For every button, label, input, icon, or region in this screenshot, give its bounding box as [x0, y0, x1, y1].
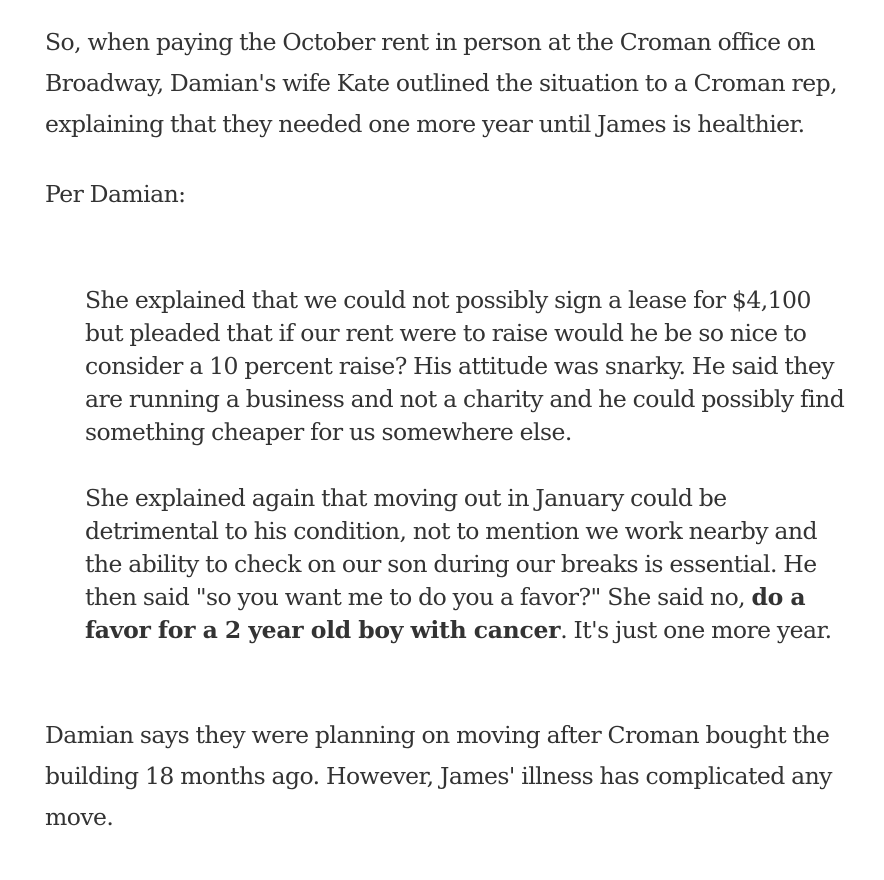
quote-bold-emphasis: do a favor for a 2 year old boy with cancer — [85, 583, 806, 644]
quote-paragraph-2 — [85, 482, 845, 647]
blockquote — [85, 284, 845, 647]
quote-paragraph-1: She explained that we could not possibly sign a lease for $4,100 but pleaded that if our rent were to raise would he be so nice to consider a 10 percent raise? His attitude was snarky. He said they are running a business and not a charity and he could possibly find something cheaper for us somewhere else. — [85, 286, 845, 446]
article-paragraph-2: Per Damian: — [45, 180, 186, 208]
quote-paragraph-2-text-start: She explained again that moving out in January could be detrimental to his condition, not to mention we work nearby and the ability to check on our son during our breaks is essential. He then said "so you want me to do you a favor?" She said no, — [85, 484, 817, 611]
article-paragraph-1: So, when paying the October rent in person at the Croman office on Broadway, Damian's wife Kate outlined the situation to a Croman rep, explaining that they needed one more year until James is healthier. — [45, 28, 838, 138]
quote-paragraph-2-text-end: . It's just one more year. — [560, 616, 832, 644]
article-body — [45, 22, 865, 838]
article-paragraph-3: Damian says they were planning on moving after Croman bought the building 18 months ago. However, James' illness has complicated any move. — [45, 721, 832, 831]
